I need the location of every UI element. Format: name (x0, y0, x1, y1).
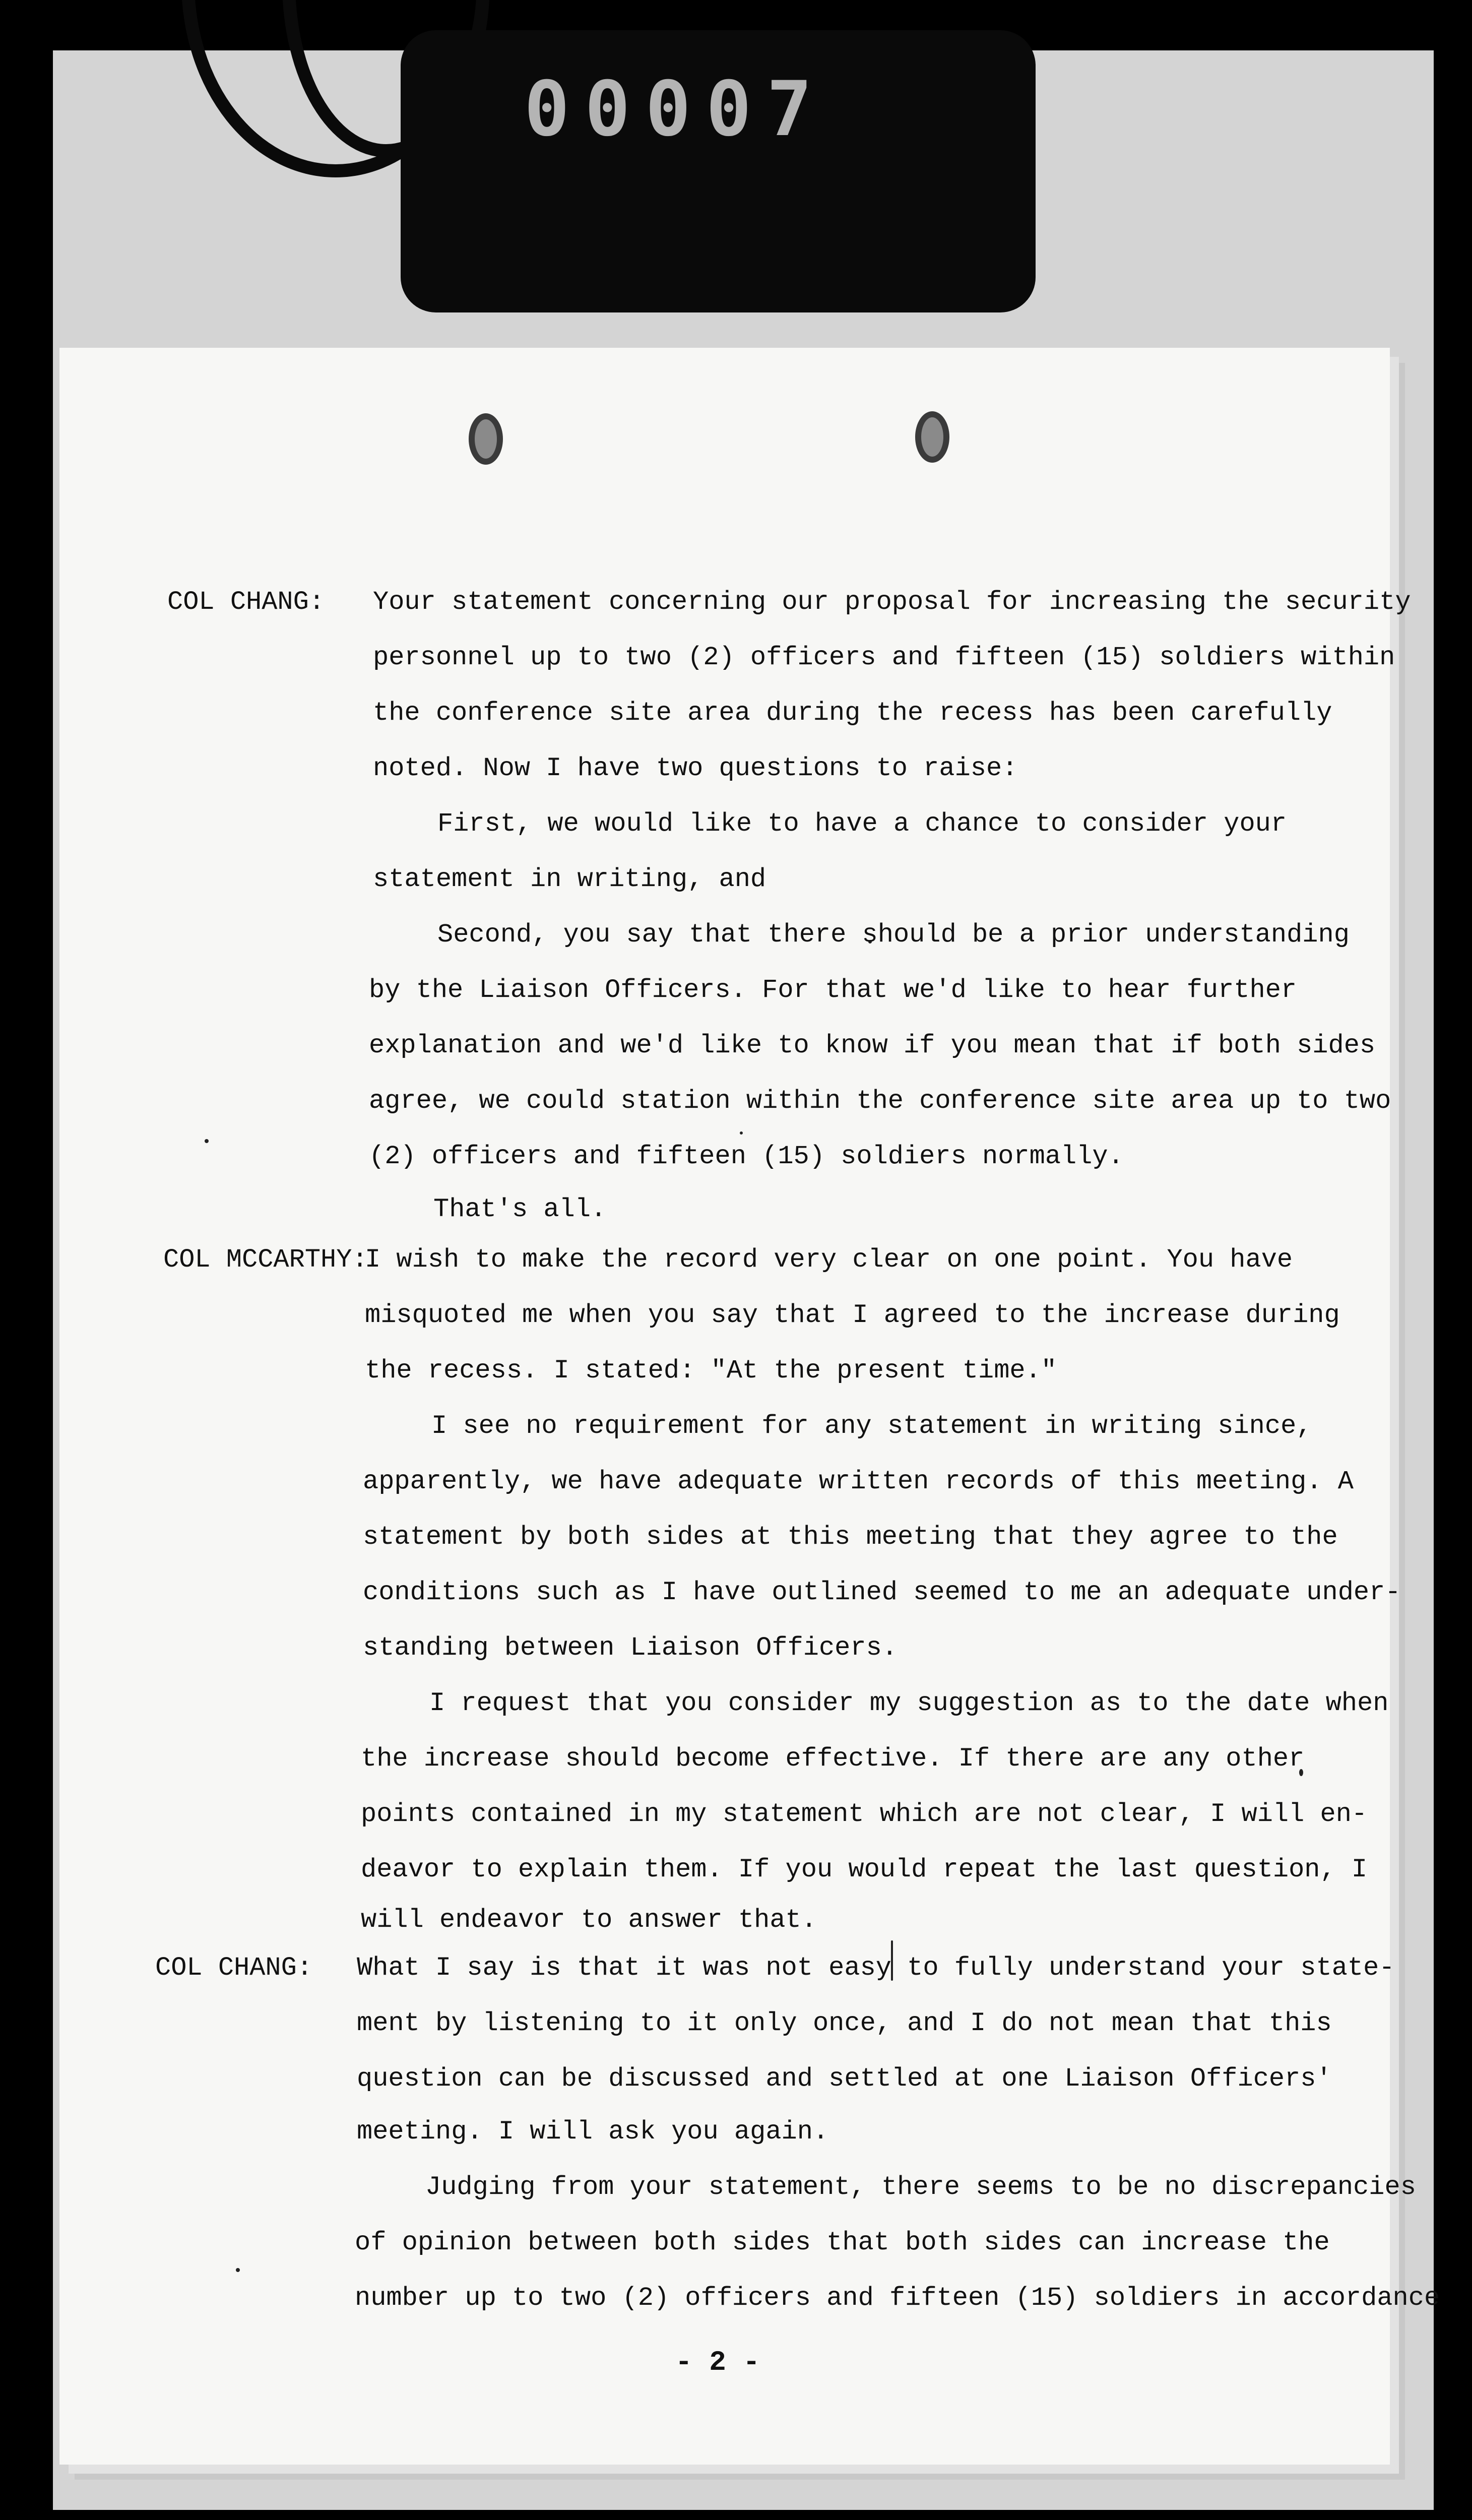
text-line: by the Liaison Officers. For that we'd like to hear further (369, 975, 1297, 1005)
text-line: of opinion between both sides that both sides can increase the (355, 2228, 1330, 2257)
text-line: First, we would like to have a chance to consider your (437, 809, 1287, 839)
text-line: the recess. I stated: "At the present time." (365, 1356, 1057, 1385)
typed-page (59, 348, 1440, 2465)
text-line: deavor to explain them. If you would repeat the last question, I (361, 1855, 1368, 1884)
speaker-label: COL MCCARTHY: (163, 1245, 368, 1275)
text-line: explanation and we'd like to know if you mean that if both sides (369, 1031, 1376, 1060)
text-line: agree, we could station within the conference site area up to two (369, 1086, 1391, 1116)
text-line: meeting. I will ask you again. (357, 2117, 829, 2147)
punch-hole-left (469, 413, 503, 465)
text-line: will endeavor to answer that. (361, 1905, 817, 1935)
page-number: - 2 - (675, 2346, 760, 2378)
text-line: personnel up to two (2) officers and fifteen (15) soldiers within (373, 643, 1395, 672)
punch-hole-right (915, 411, 949, 463)
frame-counter (401, 30, 1036, 312)
text-line: ment by listening to it only once, and I do not mean that this (357, 2008, 1332, 2038)
speaker-label: COL CHANG: (155, 1953, 313, 1983)
speck (740, 1131, 743, 1135)
text-line: noted. Now I have two questions to raise: (373, 753, 1018, 783)
text-line: misquoted me when you say that I agreed to the increase during (365, 1300, 1340, 1330)
text-line: apparently, we have adequate written records of this meeting. A (363, 1467, 1354, 1496)
text-line: Judging from your statement, there seems to be no discrepancies (425, 2172, 1416, 2202)
text-line: the conference site area during the recess has been carefully (373, 698, 1332, 728)
text-line: I request that you consider my suggestion as to the date when (429, 1688, 1389, 1718)
speck (236, 2268, 240, 2272)
text-line: statement by both sides at this meeting that they agree to the (363, 1522, 1338, 1552)
text-line: (2) officers and fifteen (15) soldiers normally. (369, 1142, 1124, 1171)
text-line: standing between Liaison Officers. (363, 1633, 898, 1663)
text-line: points contained in my statement which are not clear, I will en- (361, 1799, 1368, 1829)
text-line: question can be discussed and settled at one Liaison Officers' (357, 2064, 1332, 2094)
speck (205, 1139, 209, 1143)
text-line: Second, you say that there should be a prior understanding (437, 920, 1350, 950)
text-line: the increase should become effective. If there are any other (361, 1744, 1305, 1774)
text-line: What I say is that it was not easy to fully understand your state- (357, 1953, 1395, 1983)
text-line: statement in writing, and (373, 864, 766, 894)
text-line: That's all. (433, 1194, 607, 1224)
text-line: conditions such as I have outlined seemed to me an adequate under- (363, 1578, 1401, 1607)
speaker-label: COL CHANG: (167, 587, 325, 617)
text-line: number up to two (2) officers and fifteen (15) soldiers in accordance (355, 2283, 1440, 2313)
frame-counter-digits: 00007 (524, 66, 827, 153)
text-line: I see no requirement for any statement in writing since, (431, 1411, 1312, 1441)
text-line: Your statement concerning our proposal for increasing the security (373, 587, 1411, 617)
text-line: I wish to make the record very clear on one point. You have (365, 1245, 1293, 1275)
